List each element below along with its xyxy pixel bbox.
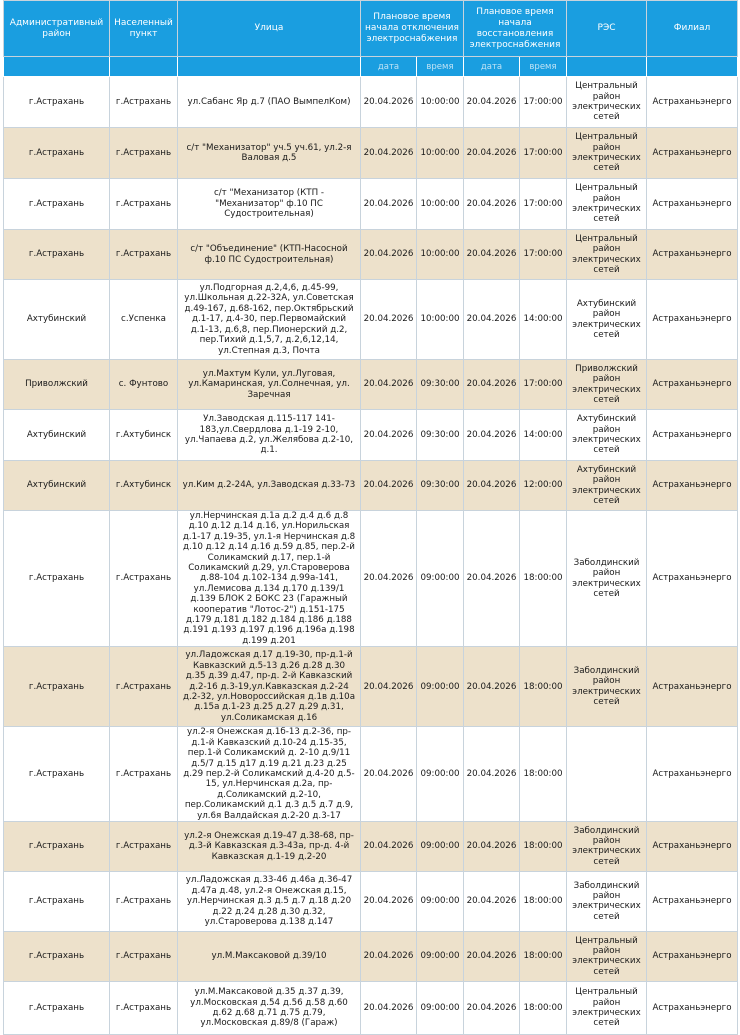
header-restore-time: Плановое время начала восстановления электроснабжения xyxy=(464,1,567,57)
cell-res: Центральный район электрических сетей xyxy=(567,230,647,280)
cell-branch: Астраханьэнерго xyxy=(647,360,738,410)
cell-off-date: 20.04.2026 xyxy=(361,360,417,410)
cell-off-time: 09:00:00 xyxy=(417,931,464,981)
cell-on-time: 17:00:00 xyxy=(520,230,567,280)
cell-on-date: 20.04.2026 xyxy=(464,981,520,1034)
cell-locality: г.Астрахань xyxy=(110,727,178,822)
subheader-on-time: время xyxy=(520,57,567,77)
cell-on-date: 20.04.2026 xyxy=(464,821,520,871)
cell-branch: Астраханьэнерго xyxy=(647,647,738,727)
cell-on-time: 18:00:00 xyxy=(520,727,567,822)
cell-district: г.Астрахань xyxy=(4,230,110,280)
table-row xyxy=(4,360,738,410)
cell-on-time: 18:00:00 xyxy=(520,871,567,931)
cell-district: г.Астрахань xyxy=(4,727,110,822)
cell-on-time: 18:00:00 xyxy=(520,821,567,871)
cell-res: Заболдинский район электрических сетей xyxy=(567,821,647,871)
cell-off-date: 20.04.2026 xyxy=(361,280,417,360)
header-street: Улица xyxy=(178,1,361,57)
cell-branch: Астраханьэнерго xyxy=(647,280,738,360)
cell-on-date: 20.04.2026 xyxy=(464,179,520,230)
cell-locality: г.Астрахань xyxy=(110,77,178,128)
cell-on-date: 20.04.2026 xyxy=(464,647,520,727)
cell-off-time: 09:30:00 xyxy=(417,461,464,511)
header-res: РЭС xyxy=(567,1,647,57)
cell-off-time: 10:00:00 xyxy=(417,77,464,128)
cell-district: Ахтубинский xyxy=(4,461,110,511)
header-locality: Населенный пункт xyxy=(110,1,178,57)
cell-locality: с.Успенка xyxy=(110,280,178,360)
cell-on-date: 20.04.2026 xyxy=(464,931,520,981)
cell-res: Заболдинский район электрических сетей xyxy=(567,647,647,727)
cell-district: Приволжский xyxy=(4,360,110,410)
cell-res: Центральный район электрических сетей xyxy=(567,77,647,128)
cell-res: Заболдинский район электрических сетей xyxy=(567,511,647,647)
cell-res: Центральный район электрических сетей xyxy=(567,128,647,179)
table-row xyxy=(4,647,738,727)
cell-street: ул.Ким д.2-24А, ул.Заводская д.33-73 xyxy=(178,461,361,511)
subheader-empty xyxy=(4,57,110,77)
table-row xyxy=(4,179,738,230)
subheader-on-date: дата xyxy=(464,57,520,77)
cell-branch: Астраханьэнерго xyxy=(647,931,738,981)
table-body xyxy=(4,77,738,1035)
cell-off-time: 09:00:00 xyxy=(417,871,464,931)
cell-on-date: 20.04.2026 xyxy=(464,280,520,360)
cell-locality: г.Астрахань xyxy=(110,647,178,727)
table-row xyxy=(4,931,738,981)
subheader-off-time: время xyxy=(417,57,464,77)
cell-on-time: 14:00:00 xyxy=(520,280,567,360)
cell-locality: г.Астрахань xyxy=(110,981,178,1034)
cell-street: ул.М.Максаковой д.39/10 xyxy=(178,931,361,981)
cell-on-time: 17:00:00 xyxy=(520,360,567,410)
header-branch: Филиал xyxy=(647,1,738,57)
cell-locality: с. Фунтово xyxy=(110,360,178,410)
cell-street: с/т "Механизатор" уч.5 уч.61, ул.2-я Валовая д.5 xyxy=(178,128,361,179)
cell-branch: Астраханьэнерго xyxy=(647,230,738,280)
cell-off-date: 20.04.2026 xyxy=(361,981,417,1034)
cell-off-time: 09:00:00 xyxy=(417,647,464,727)
cell-on-date: 20.04.2026 xyxy=(464,230,520,280)
cell-branch: Астраханьэнерго xyxy=(647,77,738,128)
cell-locality: г.Астрахань xyxy=(110,871,178,931)
cell-res: Центральный район электрических сетей xyxy=(567,179,647,230)
cell-on-date: 20.04.2026 xyxy=(464,360,520,410)
table-row xyxy=(4,511,738,647)
table-row xyxy=(4,128,738,179)
cell-street: ул.Подгорная д.2,4,6, д.45-99, ул.Школьная д.22-32А, ул.Советская д.49-167, д.68-162, пер.Октябрьский д.1-17, д.4-30, пер.Первомайский д.1-13, д.6,8, пер.Пионерский д.2, пер.Тихий д.1,5,7, д.2,6,12,14, ул.Степная д.3, Почта xyxy=(178,280,361,360)
cell-street: Ул.Заводская д.115-117 141-183,ул.Свердлова д.1-19 2-10, ул.Чапаева д.2, ул.Желябова д.2-10, д.1. xyxy=(178,410,361,461)
subheader-empty xyxy=(178,57,361,77)
header-off-time: Плановое время начала отключения электроснабжения xyxy=(361,1,464,57)
cell-on-date: 20.04.2026 xyxy=(464,511,520,647)
cell-off-time: 10:00:00 xyxy=(417,230,464,280)
cell-res: Приволжский район электрических сетей xyxy=(567,360,647,410)
cell-off-date: 20.04.2026 xyxy=(361,511,417,647)
cell-off-date: 20.04.2026 xyxy=(361,821,417,871)
cell-district: Ахтубинский xyxy=(4,280,110,360)
cell-on-time: 18:00:00 xyxy=(520,511,567,647)
cell-district: г.Астрахань xyxy=(4,179,110,230)
subheader-empty xyxy=(647,57,738,77)
cell-locality: г.Астрахань xyxy=(110,128,178,179)
cell-district: г.Астрахань xyxy=(4,821,110,871)
cell-branch: Астраханьэнерго xyxy=(647,871,738,931)
cell-branch: Астраханьэнерго xyxy=(647,410,738,461)
cell-on-time: 18:00:00 xyxy=(520,931,567,981)
cell-branch: Астраханьэнерго xyxy=(647,821,738,871)
cell-district: г.Астрахань xyxy=(4,871,110,931)
cell-locality: г.Ахтубинск xyxy=(110,410,178,461)
cell-off-time: 10:00:00 xyxy=(417,280,464,360)
cell-street: с/т "Объединение" (КТП-Насосной ф.10 ПС Судостроительная) xyxy=(178,230,361,280)
cell-res: Ахтубинский район электрических сетей xyxy=(567,461,647,511)
table-row xyxy=(4,461,738,511)
cell-on-date: 20.04.2026 xyxy=(464,128,520,179)
cell-branch: Астраханьэнерго xyxy=(647,981,738,1034)
cell-res: Ахтубинский район электрических сетей xyxy=(567,280,647,360)
cell-on-time: 18:00:00 xyxy=(520,981,567,1034)
cell-off-date: 20.04.2026 xyxy=(361,77,417,128)
cell-branch: Астраханьэнерго xyxy=(647,461,738,511)
cell-street: ул.Ладожская д.17 д.19-30, пр-д.1-й Кавказский д.5-13 д.26 д.28 д.30 д.35 д.39 д.47, пр-д. 2-й Кавказский д.2-16 д.3-19,ул.Кавказская д.2-24 д.2-32, ул.Новороссийская д.1в д.10а д.15а д.1-23 д.25 д.27 д.29 д.31, ул.Соликамская д.16 xyxy=(178,647,361,727)
cell-off-time: 09:30:00 xyxy=(417,360,464,410)
cell-locality: г.Астрахань xyxy=(110,179,178,230)
cell-off-time: 09:00:00 xyxy=(417,511,464,647)
cell-res: Центральный район электрических сетей xyxy=(567,981,647,1034)
subheader-empty xyxy=(567,57,647,77)
cell-branch: Астраханьэнерго xyxy=(647,511,738,647)
table-row xyxy=(4,230,738,280)
cell-locality: г.Астрахань xyxy=(110,230,178,280)
cell-district: г.Астрахань xyxy=(4,647,110,727)
table-row xyxy=(4,77,738,128)
cell-off-time: 10:00:00 xyxy=(417,128,464,179)
cell-locality: г.Ахтубинск xyxy=(110,461,178,511)
cell-street: ул.Махтум Кули, ул.Луговая, ул.Камаринская, ул.Солнечная, ул. Заречная xyxy=(178,360,361,410)
subheader-empty xyxy=(110,57,178,77)
cell-off-date: 20.04.2026 xyxy=(361,871,417,931)
table-row xyxy=(4,981,738,1034)
cell-branch: Астраханьэнерго xyxy=(647,128,738,179)
cell-district: г.Астрахань xyxy=(4,77,110,128)
cell-locality: г.Астрахань xyxy=(110,511,178,647)
cell-district: г.Астрахань xyxy=(4,931,110,981)
cell-off-date: 20.04.2026 xyxy=(361,931,417,981)
cell-street: ул.Ладожская д.33-46 д.46а д.36-47 д.47а д.48, ул.2-я Онежская д.15, ул.Нерчинская д.3 д.5 д.7 д.18 д.20 д.22 д.24 д.28 д.30 д.32, ул.Староверова д.138 д.147 xyxy=(178,871,361,931)
cell-res: Ахтубинский район электрических сетей xyxy=(567,410,647,461)
table-row xyxy=(4,410,738,461)
cell-on-date: 20.04.2026 xyxy=(464,77,520,128)
cell-on-time: 14:00:00 xyxy=(520,410,567,461)
cell-on-date: 20.04.2026 xyxy=(464,871,520,931)
outage-schedule-table xyxy=(3,0,738,1035)
cell-off-date: 20.04.2026 xyxy=(361,410,417,461)
cell-on-date: 20.04.2026 xyxy=(464,727,520,822)
cell-street: ул.2-я Онежская д.19-47 д.38-68, пр-д.3-й Кавказская д.3-43а, пр-д. 4-й Кавказская д.1-19 д.2-20 xyxy=(178,821,361,871)
table-row xyxy=(4,280,738,360)
cell-res: Центральный район электрических сетей xyxy=(567,931,647,981)
cell-off-date: 20.04.2026 xyxy=(361,128,417,179)
cell-branch: Астраханьэнерго xyxy=(647,727,738,822)
cell-district: г.Астрахань xyxy=(4,128,110,179)
cell-district: г.Астрахань xyxy=(4,981,110,1034)
cell-off-time: 09:00:00 xyxy=(417,821,464,871)
cell-res: Заболдинский район электрических сетей xyxy=(567,871,647,931)
cell-on-date: 20.04.2026 xyxy=(464,461,520,511)
table-row xyxy=(4,821,738,871)
cell-off-time: 10:00:00 xyxy=(417,179,464,230)
cell-street: ул.Нерчинская д.1а д.2 д.4 д.6 д.8 д.10 д.12 д.14 д.16, ул.Норильская д.1-17 д.19-35, ул.1-я Нерчинская д.8 д.10 д.12 д.14 д.16 д.59 д.85, пер.2-й Соликамский д.17, пер.1-й Соликамский д.29, ул.Староверова д.88-104 д.102-134 д.99а-141, ул.Лемисова д.134 д.170 д.139/1 д.139 БЛОК 2 БОКС 23 (Гаражный кооператив "Лотос-2") д.151-175 д.179 д.181 д.182 д.184 д.186 д.188 д.191 д.193 д.197 д.196 д.196а д.198 д.199 д.201 xyxy=(178,511,361,647)
subheader-off-date: дата xyxy=(361,57,417,77)
cell-off-time: 09:00:00 xyxy=(417,981,464,1034)
cell-street: ул.Сабанс Яр д.7 (ПАО ВымпелКом) xyxy=(178,77,361,128)
cell-on-time: 12:00:00 xyxy=(520,461,567,511)
table-row xyxy=(4,727,738,822)
cell-off-date: 20.04.2026 xyxy=(361,179,417,230)
cell-on-time: 17:00:00 xyxy=(520,77,567,128)
table-row xyxy=(4,871,738,931)
cell-street: ул.2-я Онежская д.1б-13 д.2-36, пр-д.1-й Кавказский д.10-24 д.15-35, пер.1-й Соликамский д. 2-10 д.9/11 д.5/7 д.15 д17 д.19 д.21 д.23 д.25 д.29 пер.2-й Соликамский д.4-20 д.5-15, ул.Нерчинская д.2а, пр-д.Соликамский д.2-10, пер.Соликамский д.1 д.3 д.5 д.7 д.9, ул.6я Валдайская д.2-20 д.3-17 xyxy=(178,727,361,822)
cell-street: с/т "Механизатор (КТП -"Механизатор" ф.10 ПС Судостроительная) xyxy=(178,179,361,230)
cell-on-time: 17:00:00 xyxy=(520,128,567,179)
cell-off-date: 20.04.2026 xyxy=(361,727,417,822)
cell-res xyxy=(567,727,647,822)
cell-on-date: 20.04.2026 xyxy=(464,410,520,461)
cell-off-date: 20.04.2026 xyxy=(361,230,417,280)
cell-on-time: 18:00:00 xyxy=(520,647,567,727)
cell-district: г.Астрахань xyxy=(4,511,110,647)
cell-off-date: 20.04.2026 xyxy=(361,647,417,727)
header-district: Административный район xyxy=(4,1,110,57)
cell-locality: г.Астрахань xyxy=(110,931,178,981)
cell-locality: г.Астрахань xyxy=(110,821,178,871)
cell-off-date: 20.04.2026 xyxy=(361,461,417,511)
cell-off-time: 09:00:00 xyxy=(417,727,464,822)
cell-off-time: 09:30:00 xyxy=(417,410,464,461)
cell-street: ул.М.Максаковой д.35 д.37 д.39, ул.Московская д.54 д.56 д.58 д.60 д.62 д.68 д.71 д.75 д.79, ул.Московская д.89/8 (Гараж) xyxy=(178,981,361,1034)
cell-district: Ахтубинский xyxy=(4,410,110,461)
cell-branch: Астраханьэнерго xyxy=(647,179,738,230)
cell-on-time: 17:00:00 xyxy=(520,179,567,230)
